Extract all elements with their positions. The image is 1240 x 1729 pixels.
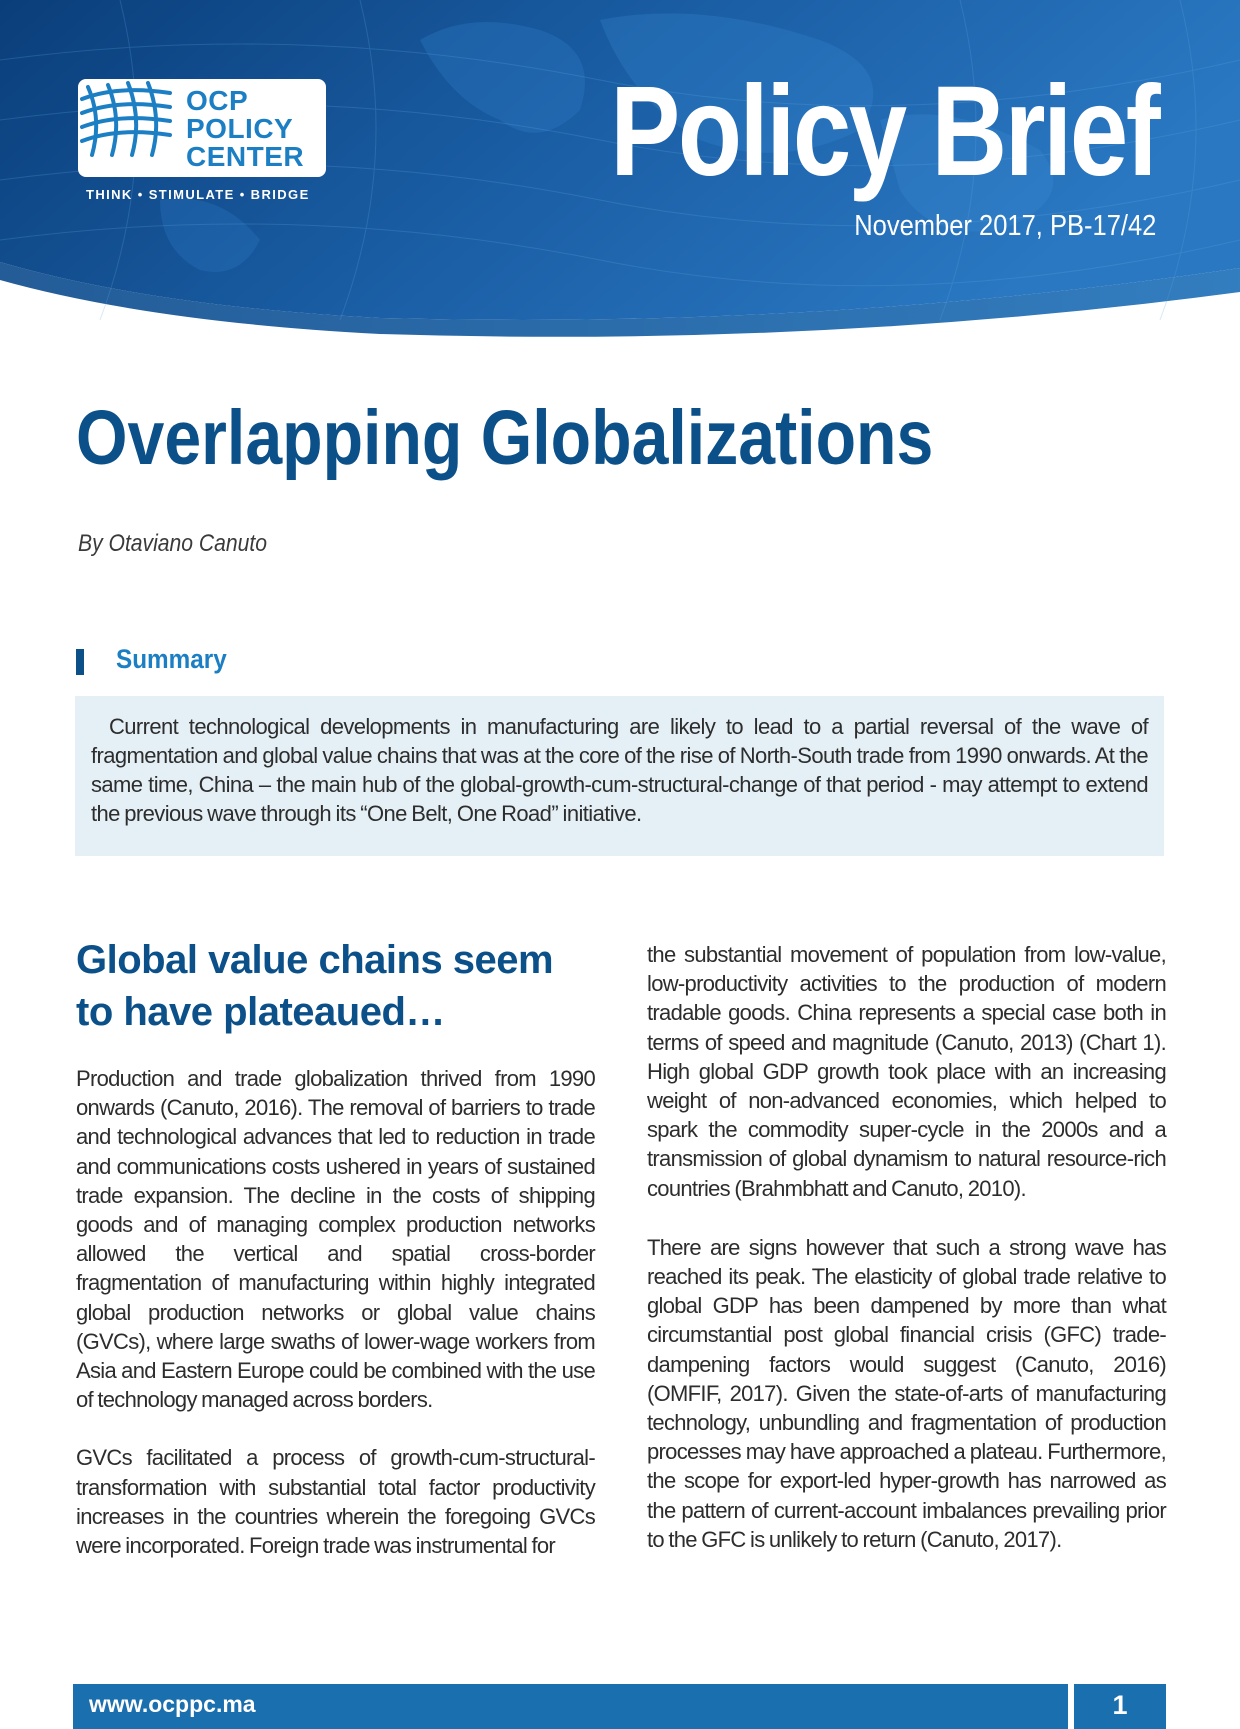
ocp-logo[interactable] — [78, 79, 326, 177]
policy-brief-title: Policy Brief — [610, 60, 1158, 203]
logo-line-center: CENTER — [186, 141, 305, 172]
body-paragraph: Production and trade globalization thrived from 1990 onwards (Canuto, 2016). The removal of barriers to trade and technological advances that led to reduction in trade and communications costs ushered in years of sustained trade expansion. The decline in the costs of shipping goods and of managing complex production networks allowed the vertical and spatial cross-border fragmentation of manufacturing within highly integrated global production networks or global value chains (GVCs), where large swaths of lower-wage workers from Asia and Eastern Europe could be combined with the use of technology managed across borders. — [76, 1066, 595, 1413]
issue-date-number: November 2017, PB-17/42 — [853, 210, 1156, 242]
body-paragraph: the substantial movement of population from low-value, low-productivity activities to the production of modern tradable goods. China represents a special case both in terms of speed and magnitude (Canuto, 2013) (Chart 1). High global GDP growth took place with an increasing weight of non-advanced economies, which helped to spark the commodity super-cycle in the 2000s and a transmission of global dynamism to natural resource-rich countries (Brahmbhatt and Canuto, 2010). — [647, 942, 1166, 1201]
page-number-box — [1074, 1684, 1166, 1729]
summary-box — [75, 696, 1164, 856]
logo-line-ocp: OCP — [186, 85, 249, 116]
logo-line-policy: POLICY — [186, 113, 294, 144]
left-column — [76, 934, 595, 1589]
body-paragraph: There are signs however that such a strong wave has reached its peak. The elasticity of global trade relative to global GDP has been dampened by more than what circumstantial post global financial crisis (GFC) trade-dampening factors would suggest (Canuto, 2016) (OMFIF, 2017). Given the state-of-arts of manufacturing technology, unbundling and fragmentation of production processes may have approached a plateau. Furthermore, the scope for export-led hyper-growth has narrowed as the pattern of current-account imbalances prevailing prior to the GFC is unlikely to return (Canuto, 2017). — [647, 1234, 1166, 1552]
footer-bar — [73, 1684, 1068, 1729]
page-number: 1 — [1112, 1690, 1128, 1720]
logo-tagline: THINK • STIMULATE • BRIDGE — [86, 187, 310, 202]
body-paragraph: GVCs facilitated a process of growth-cum-structural-transformation with substantial total factor productivity increases in the countries wherein the foregoing GVCs were incorporated. Foreign trade was instrumental for — [76, 1445, 595, 1559]
summary-text: Current technological developments in manufacturing are likely to lead to a partial reversal of the wave of fragmentation and global value chains that was at the core of the rise of North-South trade from 1990 onwards. At the same time, China – the main hub of the global-growth-cum-structural-change of that period - may attempt to extend the previous wave through its “One Belt, One Road” initiative. — [91, 714, 1148, 826]
document-title: Overlapping Globalizations — [76, 395, 934, 481]
right-column — [647, 940, 1166, 1584]
website-link[interactable]: www.ocppc.ma — [89, 1691, 256, 1717]
summary-marker — [76, 649, 84, 675]
header-banner — [0, 0, 1240, 340]
globe-mesh-icon — [78, 79, 174, 159]
author-byline: By Otaviano Canuto — [78, 530, 268, 557]
summary-heading: Summary — [116, 644, 227, 674]
section-heading: Global value chains seem to have plateaued… — [76, 938, 554, 1034]
